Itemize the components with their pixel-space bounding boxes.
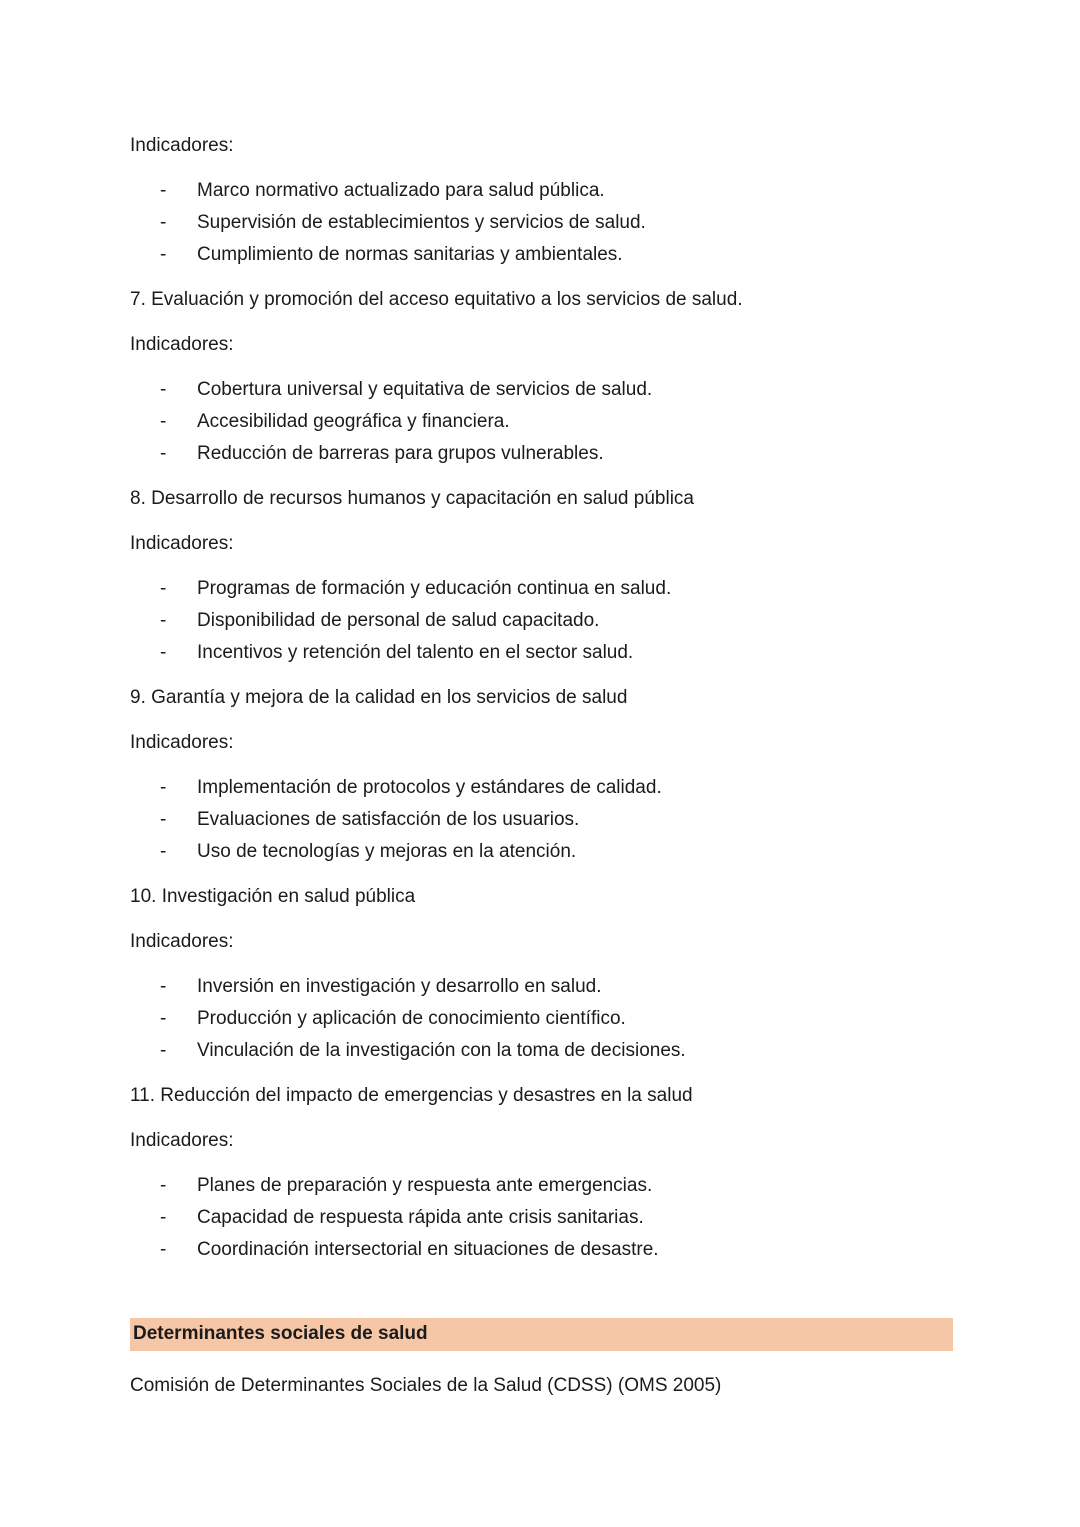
dash-marker: - bbox=[160, 777, 167, 798]
dash-marker: - bbox=[160, 379, 167, 400]
list-item bbox=[130, 610, 953, 632]
indicator-text: Programas de formación y educación continua en salud. bbox=[197, 578, 672, 599]
section-9 bbox=[130, 687, 953, 863]
list-item bbox=[130, 1008, 953, 1030]
dash-marker: - bbox=[160, 1239, 167, 1260]
list-item bbox=[130, 244, 953, 266]
section-10 bbox=[130, 886, 953, 1062]
dash-marker: - bbox=[160, 443, 167, 464]
section-intro-indicators bbox=[130, 135, 953, 266]
list-item bbox=[130, 809, 953, 831]
dash-marker: - bbox=[160, 1008, 167, 1029]
indicators-list bbox=[130, 1175, 953, 1261]
list-item bbox=[130, 379, 953, 401]
indicators-list bbox=[130, 976, 953, 1062]
section-heading: 10. Investigación en salud pública bbox=[130, 886, 416, 907]
section-heading: 8. Desarrollo de recursos humanos y capacitación en salud pública bbox=[130, 488, 694, 509]
indicator-text: Producción y aplicación de conocimiento científico. bbox=[197, 1008, 626, 1029]
dash-marker: - bbox=[160, 1175, 167, 1196]
section-7 bbox=[130, 289, 953, 465]
indicator-text: Marco normativo actualizado para salud pública. bbox=[197, 180, 605, 201]
indicators-label: Indicadores: bbox=[130, 1130, 234, 1151]
indicators-label: Indicadores: bbox=[130, 533, 234, 554]
section-8 bbox=[130, 488, 953, 664]
indicator-text: Vinculación de la investigación con la toma de decisiones. bbox=[197, 1040, 686, 1061]
indicator-text: Cobertura universal y equitativa de servicios de salud. bbox=[197, 379, 653, 400]
indicator-text: Coordinación intersectorial en situaciones de desastre. bbox=[197, 1239, 659, 1260]
indicators-list bbox=[130, 379, 953, 465]
highlighted-section-heading: Determinantes sociales de salud bbox=[130, 1318, 953, 1351]
indicator-text: Supervisión de establecimientos y servicios de salud. bbox=[197, 212, 646, 233]
indicators-label: Indicadores: bbox=[130, 135, 234, 156]
list-item bbox=[130, 976, 953, 998]
indicators-list bbox=[130, 180, 953, 266]
dash-marker: - bbox=[160, 642, 167, 663]
list-item bbox=[130, 1175, 953, 1197]
list-item bbox=[130, 642, 953, 664]
blank-paragraph-spacer bbox=[130, 1284, 953, 1318]
list-item bbox=[130, 180, 953, 202]
list-item bbox=[130, 212, 953, 234]
dash-marker: - bbox=[160, 411, 167, 432]
list-item bbox=[130, 841, 953, 863]
dash-marker: - bbox=[160, 244, 167, 265]
indicator-text: Reducción de barreras para grupos vulnerables. bbox=[197, 443, 604, 464]
indicator-text: Capacidad de respuesta rápida ante crisis sanitarias. bbox=[197, 1207, 644, 1228]
indicator-text: Incentivos y retención del talento en el sector salud. bbox=[197, 642, 634, 663]
indicators-list bbox=[130, 777, 953, 863]
dash-marker: - bbox=[160, 1207, 167, 1228]
indicators-list bbox=[130, 578, 953, 664]
section-heading: 7. Evaluación y promoción del acceso equitativo a los servicios de salud. bbox=[130, 289, 743, 310]
list-item bbox=[130, 1040, 953, 1062]
closing-line: Comisión de Determinantes Sociales de la Salud (CDSS) (OMS 2005) bbox=[130, 1375, 722, 1396]
dash-marker: - bbox=[160, 212, 167, 233]
dash-marker: - bbox=[160, 1040, 167, 1061]
list-item bbox=[130, 1239, 953, 1261]
list-item bbox=[130, 443, 953, 465]
dash-marker: - bbox=[160, 578, 167, 599]
dash-marker: - bbox=[160, 976, 167, 997]
list-item bbox=[130, 777, 953, 799]
indicators-label: Indicadores: bbox=[130, 334, 234, 355]
indicator-text: Evaluaciones de satisfacción de los usuarios. bbox=[197, 809, 580, 830]
dash-marker: - bbox=[160, 610, 167, 631]
indicator-text: Inversión en investigación y desarrollo en salud. bbox=[197, 976, 602, 997]
list-item bbox=[130, 1207, 953, 1229]
list-item bbox=[130, 578, 953, 600]
indicator-text: Implementación de protocolos y estándares de calidad. bbox=[197, 777, 662, 798]
indicator-text: Accesibilidad geográfica y financiera. bbox=[197, 411, 510, 432]
list-item bbox=[130, 411, 953, 433]
indicator-text: Disponibilidad de personal de salud capacitado. bbox=[197, 610, 600, 631]
indicator-text: Uso de tecnologías y mejoras en la atención. bbox=[197, 841, 577, 862]
dash-marker: - bbox=[160, 180, 167, 201]
dash-marker: - bbox=[160, 809, 167, 830]
dash-marker: - bbox=[160, 841, 167, 862]
indicator-text: Planes de preparación y respuesta ante emergencias. bbox=[197, 1175, 653, 1196]
indicator-text: Cumplimiento de normas sanitarias y ambientales. bbox=[197, 244, 623, 265]
indicators-label: Indicadores: bbox=[130, 732, 234, 753]
section-heading: 11. Reducción del impacto de emergencias y desastres en la salud bbox=[130, 1085, 693, 1106]
section-heading: 9. Garantía y mejora de la calidad en los servicios de salud bbox=[130, 687, 628, 708]
section-11 bbox=[130, 1085, 953, 1261]
indicators-label: Indicadores: bbox=[130, 931, 234, 952]
